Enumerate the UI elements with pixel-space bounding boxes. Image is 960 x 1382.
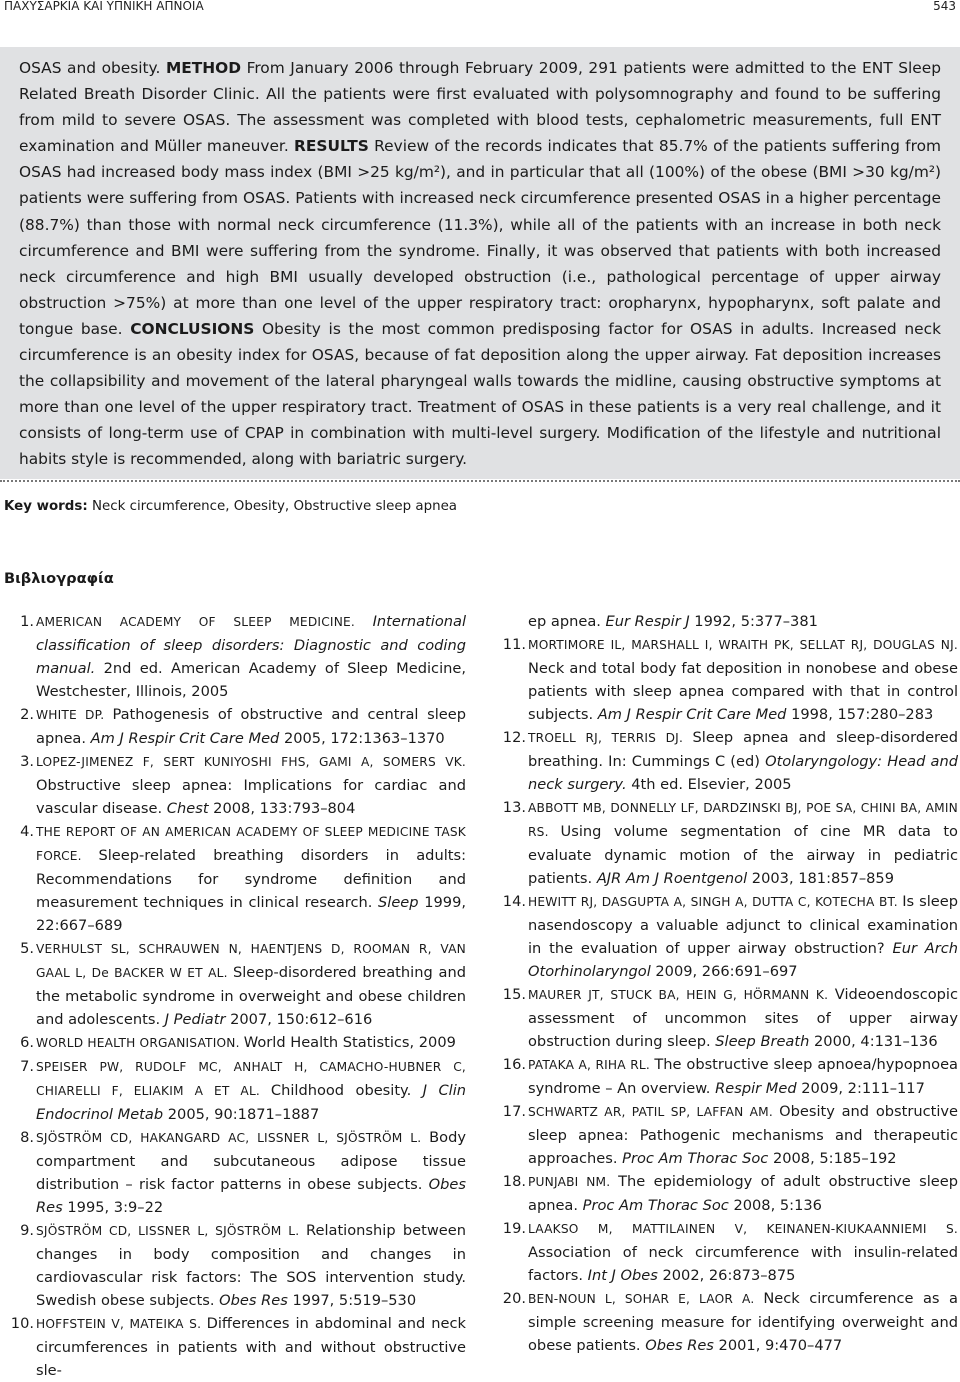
reference-item: 9. SJÖSTRÖM CD, LISSNER L, SJÖSTRÖM L. Relationship between changes in body composition and changes in cardiovascular risk factors: The SOS intervention study. Swedish obese subjects. Obes Res 1997, 5:519–530 bbox=[20, 1222, 466, 1309]
reference-item: 17. SCHWARTZ AR, PATIL SP, LAFFAN AM. Obesity and obstructive sleep apnea: Pathogenic mechanisms and therapeutic approaches. Proc Am Thorac Soc 2008, 5:185–192 bbox=[502, 1103, 959, 1167]
keywords-label: Key words: bbox=[4, 499, 88, 514]
reference-item: 18. PUNJABI NM. The epidemiology of adult obstructive sleep apnea. Proc Am Thorac Soc 2008, 5:136 bbox=[502, 1173, 958, 1214]
reference-item: 5. VERHULST SL, SCHRAUWEN N, HAENTJENS D, ROOMAN R, VAN GAAL L, De BACKER W ET AL. Sleep-disordered breathing and the metabolic syndrome in overweight and obese children and adolescents. J Pediatr 2007, 150:612–616 bbox=[20, 940, 466, 1028]
running-head bbox=[0, 0, 960, 12]
abstract-box bbox=[0, 47, 960, 479]
reference-continuation: ep apnea. Eur Respir J 1992, 5:377–381 bbox=[528, 613, 818, 630]
reference-item: 20. BEN-NOUN L, SOHAR E, LAOR A. Neck circumference as a simple screening measure for identifying overweight and obese patients. Obes Res 2001, 9:470–477 bbox=[502, 1290, 958, 1354]
running-head-title: ΠΑΧΥΣΑΡΚΙΑ ΚΑΙ ΥΠΝΙΚΗ ΑΠΝΟΙΑ bbox=[4, 0, 204, 13]
page-number: 543 bbox=[933, 0, 956, 13]
reference-item: 10. HOFFSTEIN V, MATEIKA S. Differences in abdominal and neck circumferences in patients with and without obstructive sle- bbox=[10, 1315, 466, 1379]
reference-item: 14. HEWITT RJ, DASGUPTA A, SINGH A, DUTTA C, KOTECHA BT. Is sleep nasendoscopy a valuable adjunct to clinical examination in the evaluation of upper airway obstruction? Eur Arch Otorhinolaryngol 2009, 266:691–697 bbox=[502, 893, 958, 980]
keywords bbox=[4, 497, 954, 517]
reference-item: 4. THE REPORT OF AN AMERICAN ACADEMY OF SLEEP MEDICINE TASK FORCE. Sleep-related breathing disorders in adults: Recommendations for syndrome definition and measurement techniques in clinical research. Sleep 1999, 22:667–689 bbox=[20, 823, 466, 934]
references-right-column bbox=[500, 610, 958, 1357]
dotted-divider bbox=[0, 480, 960, 482]
reference-item: 16. PATAKA A, RIHA RL. The obstructive sleep apnoea/hypopnoea syndrome – An overview. Respir Med 2009, 2:111–117 bbox=[502, 1056, 958, 1097]
results-heading: RESULTS bbox=[294, 137, 369, 156]
conclusions-heading: CONCLUSIONS bbox=[130, 319, 255, 338]
reference-item: 6. WORLD HEALTH ORGANISATION. World Health Statistics, 2009 bbox=[20, 1034, 456, 1051]
reference-item: 12. TROELL RJ, TERRIS DJ. Sleep apnea and sleep-disordered breathing. In: Cummings C (ed) Otolaryngology: Head and neck surgery. 4th ed. Elsevier, 2005 bbox=[502, 729, 958, 793]
reference-item: 15. MAURER JT, STUCK BA, HEIN G, HÖRMANN K. Videoendoscopic assessment of uncommon sites of upper airway obstruction during sleep. Sleep Breath 2000, 4:131–136 bbox=[502, 986, 958, 1050]
reference-item: 11. MORTIMORE IL, MARSHALL I, WRAITH PK, SELLAT RJ, DOUGLAS NJ. Neck and total body fat deposition in nonobese and obese patients with sleep apnea compared with that in control subjects. Am J Respir Crit Care Med 1998, 157:280–283 bbox=[502, 636, 958, 723]
reference-item: 13. ABBOTT MB, DONNELLY LF, DARDZINSKI BJ, POE SA, CHINI BA, AMIN RS. Using volume segmentation of cine MR data to evaluate dynamic motion of the airway in pediatric patients. AJR Am J Roentgenol 2003, 181:857–859 bbox=[502, 799, 958, 887]
reference-item: 7. SPEISER PW, RUDOLF MC, ANHALT H, CAMACHO-HUBNER C, CHIARELLI F, ELIAKIM A ET AL. Childhood obesity. J Clin Endocrinol Metab 2005, 90:1871–1887 bbox=[20, 1058, 466, 1123]
conclusions-text: Obesity is the most common predisposing factor for OSAS in adults. Increased neck circumference is an obesity index for OSAS, because of fat deposition along the upper airway. Fat deposition increases the collapsibility and movement of the lateral pharyngeal walls towards the midline, causing obstructive symptoms at more than one level of the upper respiratory tract. Treatment of OSAS in these patients is a very real challenge, and it consists of long-term use of CPAP in combination with multi-level surgery. Modification of the lifestyle and nutritional habits style is recommended, along with bariatric surgery. bbox=[19, 319, 941, 469]
abstract-intro: OSAS and obesity. bbox=[19, 59, 166, 77]
reference-item: 19. LAAKSO M, MATTILAINEN V, KEINANEN-KIUKAANNIEMI S. Association of neck circumference with insulin-related factors. Int J Obes 2002, 26:873–875 bbox=[502, 1220, 958, 1284]
results-text: Review of the records indicates that 85.7% of the patients suffering from OSAS had increased body mass index (BMI >25 kg/m²), and in particular that all (100%) of the obese (BMI >30 kg/m²) patients were suffering from OSAS. Patients with increased neck circumference presented OSAS in a higher percentage (88.7%) than those with normal neck circumference (11.3%), while all of the patients with an increase in both neck circumference and BMI were suffering from the syndrome. Finally, it was observed that patients with both increased neck circumference and high BMI usually developed obstruction (i.e., pathological percentage of upper airway obstruction >75%) at more than one level of the upper respiratory tract: oropharynx, hypopharynx, soft palate and tongue base. bbox=[19, 137, 941, 338]
reference-item: 8. SJÖSTRÖM CD, HAKANGARD AC, LISSNER L, SJÖSTRÖM L. Body compartment and subcutaneous adipose tissue distribution – risk factor patterns in obese subjects. Obes Res 1995, 3:9–22 bbox=[20, 1129, 466, 1216]
reference-item: 1. AMERICAN ACADEMY OF SLEEP MEDICINE. International classification of sleep disorders: Diagnostic and coding manual. 2nd ed. American Academy of Sleep Medicine, Westchester, Illinois, 2005 bbox=[20, 613, 466, 700]
method-text: From January 2006 through February 2009, 291 patients were admitted to the ENT Sleep Related Breath Disorder Clinic. All the patients were first evaluated with polysomnography and found to be suffering from mild to severe OSAS. The assessment was completed with blood tests, cephalometric measurements, full ENT examination and Müller maneuver. bbox=[19, 59, 941, 156]
method-heading: METHOD bbox=[165, 59, 242, 77]
reference-item: 3. LOPEZ-JIMENEZ F, SERT KUNIYOSHI FHS, GAMI A, SOMERS VK. Obstructive sleep apnea: Implications for cardiac and vascular disease. Chest 2008, 133:793–804 bbox=[20, 753, 466, 817]
reference-item: 2. WHITE DP. Pathogenesis of obstructive and central sleep apnea. Am J Respir Crit Care Med 2005, 172:1363–1370 bbox=[20, 706, 466, 747]
keywords-text: Neck circumference, Obesity, Obstructive sleep apnea bbox=[87, 499, 458, 514]
references-left-column bbox=[8, 610, 466, 1382]
references-heading: Βιβλιογραφία bbox=[4, 570, 114, 587]
